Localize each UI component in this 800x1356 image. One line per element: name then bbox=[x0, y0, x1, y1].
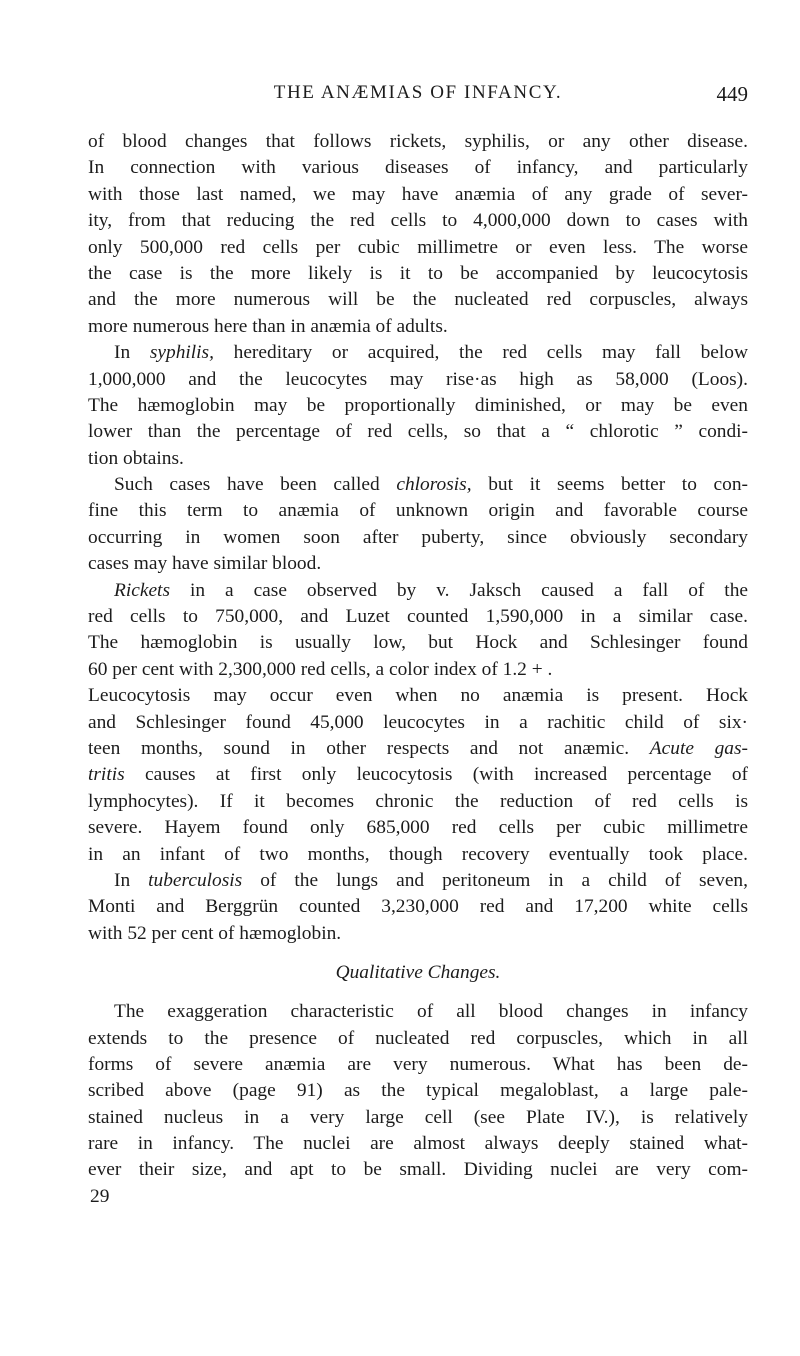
text-line bbox=[88, 340, 748, 366]
page-number: 449 bbox=[716, 82, 748, 106]
text-run: teen months, sound in other respects and not anæmic. bbox=[88, 737, 650, 759]
text-line: the case is the more likely is it to be accompanied by leucocytosis bbox=[88, 262, 748, 284]
text-line: severe. Hayem found only 685,000 red cells per cubic millimetre bbox=[88, 817, 748, 839]
text-line: tion obtains. bbox=[88, 447, 184, 469]
text-line: cases may have similar blood. bbox=[88, 553, 322, 575]
text-line: scribed above (page 91) as the typical megaloblast, a large pale- bbox=[88, 1080, 748, 1102]
text-line: fine this term to anæmia of unknown origin and favorable course bbox=[88, 500, 748, 522]
text-run: but it seems better to con- bbox=[471, 474, 748, 496]
text-line bbox=[88, 472, 748, 498]
paragraph-block-quantitative bbox=[88, 129, 748, 947]
italic-term: Rickets bbox=[114, 579, 170, 601]
text-line bbox=[88, 868, 748, 894]
italic-term: tuberculosis bbox=[148, 869, 243, 891]
italic-term: syphilis, bbox=[149, 342, 214, 364]
text-line: red cells to 750,000, and Luzet counted 1,590,000 in a similar case. bbox=[88, 606, 748, 628]
running-head bbox=[88, 82, 748, 112]
italic-term: Acute gas- bbox=[649, 737, 748, 759]
text-run: In bbox=[114, 342, 150, 364]
text-line: 60 per cent with 2,300,000 red cells, a color index of 1.2 + . bbox=[88, 658, 553, 680]
text-run: Such cases have been called bbox=[114, 474, 397, 496]
text-line: in an infant of two months, though recovery eventually took place. bbox=[88, 843, 748, 865]
section-heading: Qualitative Changes. bbox=[335, 962, 501, 984]
text-line: and the more numerous will be the nucleated red corpuscles, always bbox=[88, 289, 748, 311]
text-run: of the lungs and peritoneum in a child of seven, bbox=[242, 869, 748, 891]
text-line bbox=[88, 578, 748, 604]
text-line: Monti and Berggrün counted 3,230,000 red and 17,200 white cells bbox=[88, 896, 748, 918]
text-line: of blood changes that follows rickets, syphilis, or any other disease. bbox=[88, 131, 748, 152]
text-line bbox=[88, 762, 748, 788]
text-line: The hæmoglobin may be proportionally diminished, or may be even bbox=[88, 394, 748, 416]
text-line: Leucocytosis may occur even when no anæmia is present. Hock bbox=[88, 685, 748, 707]
text-line: lower than the percentage of red cells, so that a “ chlorotic ” condi- bbox=[88, 421, 748, 443]
text-line: with 52 per cent of hæmoglobin. bbox=[88, 922, 342, 944]
text-line: ever their size, and apt to be small. Dividing nuclei are very com- bbox=[88, 1159, 748, 1181]
text-line: ity, from that reducing the red cells to 4,000,000 down to cases with bbox=[88, 210, 748, 232]
text-line bbox=[88, 736, 748, 762]
text-line: extends to the presence of nucleated red corpuscles, which in all bbox=[88, 1027, 748, 1049]
italic-term: tritis bbox=[88, 764, 125, 786]
text-line: 1,000,000 and the leucocytes may rise·as high as 58,000 (Loos). bbox=[88, 368, 748, 390]
italic-term: chlorosis, bbox=[396, 474, 472, 496]
text-line: stained nucleus in a very large cell (see Plate IV.), is relatively bbox=[88, 1106, 748, 1128]
text-line: with those last named, we may have anæmia of any grade of sever- bbox=[88, 183, 748, 205]
text-line: and Schlesinger found 45,000 leucocytes in a rachitic child of six· bbox=[88, 711, 748, 733]
running-title: THE ANÆMIAS OF INFANCY. bbox=[273, 82, 563, 103]
text-line: rare in infancy. The nuclei are almost always deeply stained what- bbox=[88, 1133, 748, 1155]
text-line: In connection with various diseases of infancy, and particularly bbox=[88, 157, 748, 179]
text-line: only 500,000 red cells per cubic millimetre or even less. The worse bbox=[88, 236, 748, 258]
body-text bbox=[88, 129, 748, 1210]
text-line: occurring in women soon after puberty, since obviously secondary bbox=[88, 526, 748, 548]
text-run: causes at first only leucocytosis (with increased percentage of bbox=[124, 764, 748, 786]
paragraph-block-qualitative bbox=[88, 999, 748, 1184]
printer-signature-mark: 29 bbox=[90, 1185, 110, 1207]
text-line: lymphocytes). If it becomes chronic the reduction of red cells is bbox=[88, 790, 748, 812]
text-run: In bbox=[114, 869, 149, 891]
text-run: in a case observed by v. Jaksch caused a fall of the bbox=[170, 579, 748, 601]
text-line: forms of severe anæmia are very numerous. What has been de- bbox=[88, 1053, 748, 1075]
text-line: The hæmoglobin is usually low, but Hock and Schlesinger found bbox=[88, 632, 748, 654]
text-run: hereditary or acquired, the red cells may fall below bbox=[213, 342, 748, 364]
text-line: The exaggeration characteristic of all blood changes in infancy bbox=[114, 1001, 748, 1023]
text-line: more numerous here than in anæmia of adults. bbox=[88, 315, 448, 337]
